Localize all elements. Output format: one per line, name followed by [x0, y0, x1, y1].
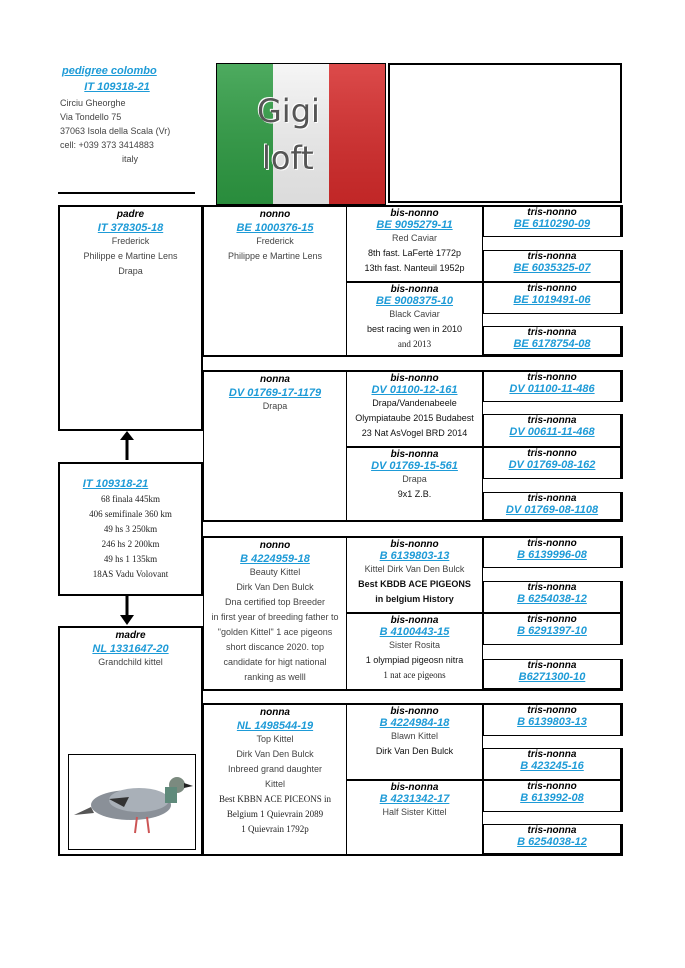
bis-line: Drapa [402, 474, 427, 484]
nonna2-box [203, 703, 346, 856]
subject-box [58, 462, 203, 596]
tris-ring[interactable]: B 613992-08 [520, 792, 584, 804]
nonna1-box [203, 370, 346, 522]
bis-ring[interactable]: DV 01100-12-161 [371, 384, 458, 396]
bis-line: Best KBDB ACE PIGEONS [358, 579, 471, 589]
pigeon-icon [69, 755, 195, 849]
bis-line: Kittel Dirk Van Den Bulck [364, 564, 465, 574]
nonna-line: 1 Quievrain 1792p [241, 824, 309, 834]
bis-ring[interactable]: B 4100443-15 [379, 626, 450, 638]
owner-phone: cell: +039 373 3414883 [60, 140, 154, 150]
tris-label: tris-nonna [527, 825, 577, 836]
tris-ring[interactable]: BE 6178754-08 [513, 338, 591, 350]
madre-box [58, 626, 203, 856]
subject-line: 49 hs 3 250km [103, 524, 158, 534]
tris-ring[interactable]: BE 6035325-07 [513, 262, 591, 274]
tris-box [483, 370, 623, 402]
nonna-line: Best KBBN ACE PICEONS in [218, 794, 332, 804]
tris-ring[interactable]: BE 1019491-06 [513, 294, 591, 306]
bis-label: bis-nonna [390, 449, 439, 460]
tris-box [483, 748, 623, 780]
subject-line: 49 hs 1 135km [103, 554, 158, 564]
logo-word-2: loft [262, 139, 314, 177]
bis-line: Black Caviar [389, 309, 440, 319]
nonno-label: nonno [259, 540, 291, 551]
tris-ring[interactable]: B 6139803-13 [517, 716, 587, 728]
nonno-line: Dirk Van Den Bulck [236, 582, 314, 592]
tris-box [483, 581, 623, 613]
bis-line: Red Caviar [391, 233, 438, 243]
tris-ring[interactable]: B 6139996-08 [517, 549, 587, 561]
bis-label: bis-nonno [390, 208, 439, 219]
tris-label: tris-nonna [527, 493, 577, 504]
nonna-line: Kittel [264, 779, 285, 789]
bis-box [346, 536, 483, 613]
nonno-line: candidate for higt national [223, 657, 327, 667]
bis-box [346, 282, 483, 357]
padre-ring[interactable]: IT 378305-18 [97, 222, 164, 234]
subject-line: 246 hs 2 200km [101, 539, 160, 549]
subject-line: 68 finala 445km [101, 494, 160, 504]
tris-box [483, 205, 623, 237]
tris-ring[interactable]: B 6254038-12 [517, 593, 587, 605]
tris-box [483, 703, 623, 736]
tris-label: tris-nonno [527, 705, 577, 716]
tris-box [483, 414, 623, 447]
pigeon-photo [68, 754, 196, 850]
tris-label: tris-nonna [527, 327, 577, 338]
tris-label: tris-nonno [527, 614, 577, 625]
nonno-line: Dna certified top Breeder [224, 597, 326, 607]
bis-line: Dirk Van Den Bulck [375, 746, 454, 756]
padre-line: Philippe e Martine Lens [83, 251, 178, 261]
tris-label: tris-nonna [527, 749, 577, 760]
tris-box [483, 536, 623, 568]
italian-flag-icon [217, 64, 385, 204]
nonno-line: Beauty Kittel [249, 567, 301, 577]
madre-label: madre [115, 630, 146, 641]
bis-label: bis-nonna [390, 782, 439, 793]
nonna-line: Top Kittel [256, 734, 294, 744]
nonna-line: Inbreed grand daughter [227, 764, 323, 774]
bis-box [346, 370, 483, 447]
empty-photo-box [388, 63, 622, 203]
nonno-label: nonno [259, 209, 291, 220]
header-ring[interactable]: IT 109318-21 [84, 81, 150, 93]
nonno-line: ranking as welll [244, 672, 306, 682]
padre-line: Drapa [118, 266, 143, 276]
tris-box [483, 780, 623, 812]
tris-ring[interactable]: BE 6110290-09 [513, 218, 591, 230]
arrow-up-icon [118, 430, 136, 462]
tris-label: tris-nonno [527, 538, 577, 549]
tris-label: tris-nonno [527, 207, 577, 218]
nonna-line: Belgium 1 Quievrain 2089 [226, 809, 324, 819]
bis-line: 8th fast. LaFertè 1772p [367, 248, 462, 258]
nonna-ring[interactable]: DV 01769-17-1179 [228, 387, 322, 399]
bis-line: and 2013 [397, 339, 432, 349]
tris-box [483, 326, 623, 357]
tris-label: tris-nonna [527, 415, 577, 426]
bis-line: Sister Rosita [388, 640, 441, 650]
nonno-ring[interactable]: B 4224959-18 [240, 553, 310, 565]
bis-ring[interactable]: BE 9008375-10 [375, 295, 454, 307]
owner-street: Via Tondello 75 [60, 112, 122, 122]
nonno-ring[interactable]: BE 1000376-15 [236, 222, 314, 234]
madre-ring[interactable]: NL 1331647-20 [92, 643, 169, 655]
nonna-line: Dirk Van Den Bulck [236, 749, 314, 759]
owner-country: italy [122, 154, 139, 164]
bis-line: in belgium History [375, 594, 454, 604]
madre-line: Grandchild kittel [98, 657, 163, 667]
tris-label: tris-nonna [527, 660, 577, 671]
bis-line: best racing wen in 2010 [366, 324, 463, 334]
tris-box [483, 613, 623, 645]
pedigree-title[interactable]: pedigree colombo [62, 65, 157, 77]
tris-box [483, 659, 623, 691]
bis-line: Olympiataube 2015 Budabest [355, 413, 474, 423]
bis-box [346, 780, 483, 856]
nonno-line: "golden Kittel" 1 ace pigeons [217, 627, 333, 637]
nonno-line: Philippe e Martine Lens [227, 251, 323, 261]
bis-line: Blawn Kittel [390, 731, 439, 741]
nonno-line: Frederick [256, 236, 294, 246]
bis-box [346, 703, 483, 780]
bis-line: 9x1 Z.B. [397, 489, 432, 499]
bis-ring[interactable]: BE 9095279-11 [376, 219, 453, 231]
tris-ring[interactable]: DV 01100-11-486 [509, 383, 595, 395]
padre-line: Frederick [111, 236, 150, 246]
nonno-line: in first year of breeding father to [211, 612, 339, 622]
padre-label: padre [116, 209, 145, 220]
tris-label: tris-nonno [527, 283, 577, 294]
tris-box [483, 282, 623, 314]
nonno2-box [203, 536, 346, 691]
bis-box [346, 205, 483, 282]
bis-ring[interactable]: B 4224984-18 [379, 717, 450, 729]
bis-line: Half Sister Kittel [382, 807, 447, 817]
tris-label: tris-nonna [527, 251, 577, 262]
bis-ring[interactable]: DV 01769-15-561 [371, 460, 458, 472]
tris-ring[interactable]: B 423245-16 [520, 760, 584, 772]
bis-line: 1 nat ace pigeons [383, 670, 446, 680]
tris-box [483, 824, 623, 856]
bis-box [346, 447, 483, 522]
bis-ring[interactable]: B 6139803-13 [379, 550, 450, 562]
owner-name: Circiu Gheorghe [60, 98, 126, 108]
nonna-line: Drapa [262, 401, 288, 411]
tris-ring[interactable]: B 6291397-10 [517, 625, 587, 637]
nonno-line: short discance 2020. top [225, 642, 325, 652]
bis-label: bis-nonno [390, 706, 439, 717]
tris-ring[interactable]: DV 00611-11-468 [509, 426, 595, 438]
bis-label: bis-nonno [390, 539, 439, 550]
tris-ring[interactable]: B 6254038-12 [517, 836, 587, 848]
subject-ring[interactable]: IT 109318-21 [82, 478, 149, 490]
bis-label: bis-nonno [390, 373, 439, 384]
arrow-down-icon [118, 595, 136, 627]
bis-label: bis-nonna [390, 615, 439, 626]
owner-city: 37063 Isola della Scala (Vr) [60, 126, 171, 136]
nonno1-box [203, 205, 346, 357]
tris-box [483, 492, 623, 522]
tris-label: tris-nonno [527, 448, 577, 459]
tris-label: tris-nonna [527, 582, 577, 593]
tris-label: tris-nonno [527, 372, 577, 383]
logo-word-1: Gigi [257, 92, 320, 130]
tris-ring[interactable]: DV 01769-08-162 [508, 459, 596, 471]
subject-line: 406 semifinale 360 km [89, 509, 172, 519]
bis-box [346, 613, 483, 691]
tris-box [483, 250, 623, 282]
padre-box [58, 205, 203, 431]
nonna-label: nonna [260, 374, 290, 385]
tris-label: tris-nonno [527, 781, 577, 792]
bis-line: 23 Nat AsVogel BRD 2014 [361, 428, 468, 438]
bis-ring[interactable]: B 4231342-17 [379, 793, 450, 805]
nonna-ring[interactable]: NL 1498544-19 [236, 720, 314, 732]
tris-ring[interactable]: B6271300-10 [518, 671, 586, 683]
subject-line: 18AS Vadu Volovant [92, 569, 169, 579]
bis-label: bis-nonna [390, 284, 439, 295]
bis-line: 1 olympiad pigeosn nitra [365, 655, 464, 665]
tris-ring[interactable]: DV 01769-08-1108 [505, 504, 599, 516]
tris-box [483, 447, 623, 479]
logo-image [216, 63, 386, 205]
bis-line: 13th fast. Nanteuil 1952p [364, 263, 465, 273]
nonna-label: nonna [260, 707, 290, 718]
header-divider [58, 192, 195, 194]
bis-line: Drapa/Vandenabeele [372, 398, 457, 408]
